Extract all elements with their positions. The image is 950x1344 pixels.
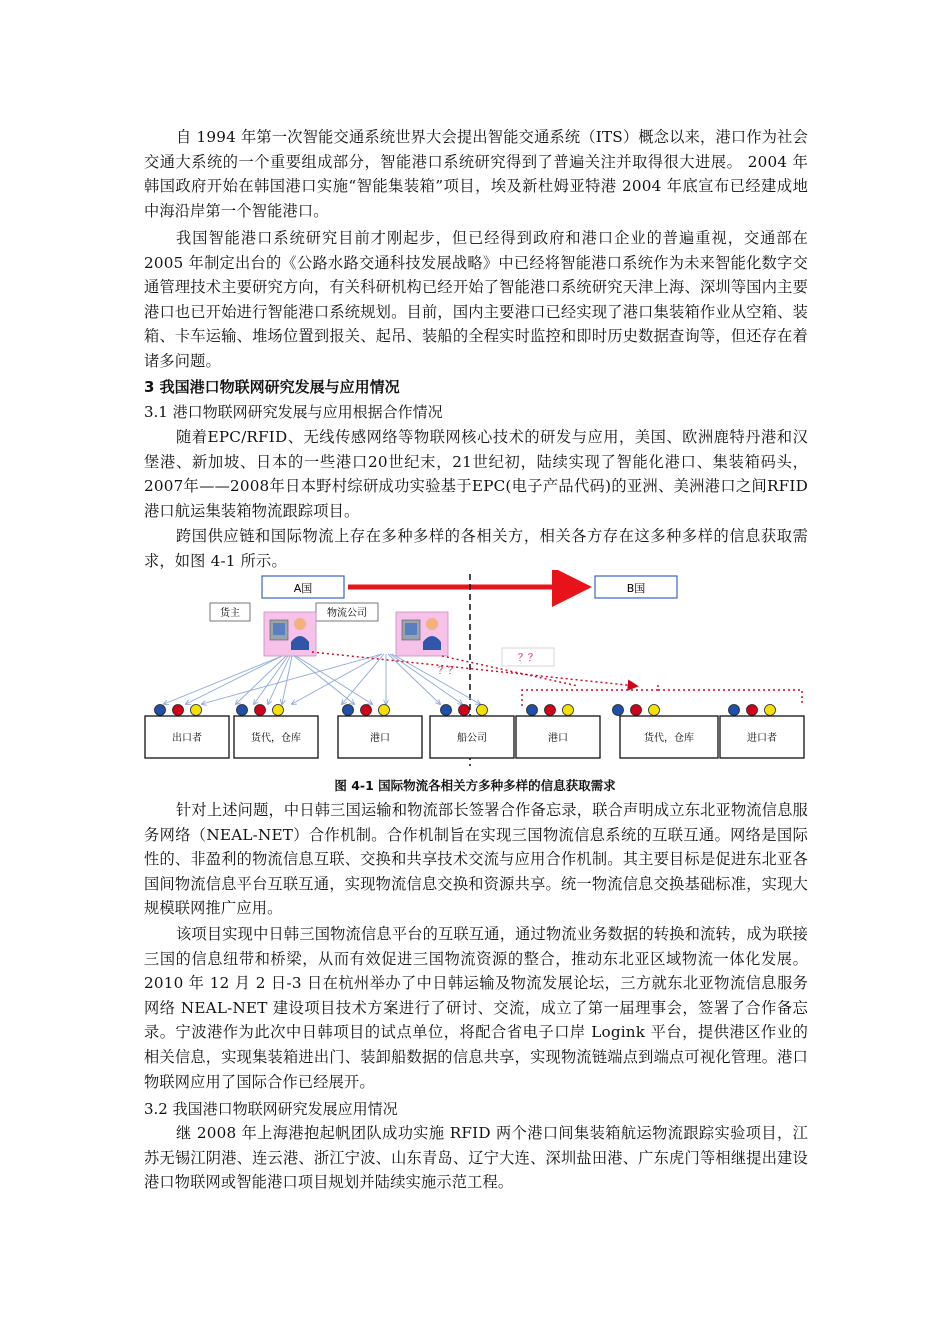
- country-a-label: A国: [293, 582, 313, 595]
- subsection-heading-3-1: 3.1 港口物联网研究发展与应用根据合作情况: [144, 403, 443, 421]
- logistics-company-label: 物流公司: [327, 608, 367, 619]
- paragraph-supply-chain: 跨国供应链和国际物流上存在多种多样的各相关方，相关各方存在这多种多样的信息获取需求，如图 4-1 所示。: [144, 527, 808, 570]
- unknown-info-label-2: ？？: [438, 666, 458, 677]
- paragraph-domestic-iot-ports: 继 2008 年上海港抱起帆团队成功实施 RFID 两个港口间集装箱航运物流跟踪实验项目，江苏无锡江阴港、连云港、浙江宁波、山东青岛、辽宁大连、深圳盐田港、广东虎门等相继提出建设港口物联网或智能港口项目规划并陆续实施示范工程。: [144, 1124, 808, 1192]
- section-heading-3: 3 我国港口物联网研究发展与应用情况: [144, 378, 400, 396]
- unknown-info-label-1: ？？: [518, 653, 538, 664]
- paragraph-domestic-smart-port: 我国智能港口系统研究目前才刚起步，但已经得到政府和港口企业的普遍重视，交通部在 2005 年制定出台的《公路水路交通科技发展战略》中已经将智能港口系统作为未来智能化数字交通管理技术主要研究方向，有关科研机构已经开始了智能港口系统研究天津上海、深圳等国内主要港口也已开始进行智能港口系统规划。目前，国内主要港口已经实现了港口集装箱作业从空箱、装箱、卡车运输、堆场位置到报关、起吊、装船的全程实时监控和即时历史数据查询等，但还存在着诸多问题。: [144, 229, 808, 370]
- information-request-lines: [164, 654, 480, 704]
- figure-4-1-diagram: [142, 570, 812, 770]
- paragraph-ningbo-pilot: 该项目实现中日韩三国物流信息平台的互联互通，通过物流业务数据的转换和流转，成为联接三国的信息纽带和桥梁，从而有效促进三国物流资源的整合，推动东北亚区域物流一体化发展。2010 年 12 月 2 日-3 日在杭州举办了中日韩运输及物流发展论坛，三方就东北亚物流信息服务网络 NEAL-NET 建设项目技术方案进行了研讨、交流，成立了第一届理事会，签署了合作备忘录。宁波港作为此次中日韩项目的试点单位，将配合省电子口岸 Logink 平台，提供港区作业的相关信息，实现集装箱进出门、装卸船数据的信息共享，实现物流链端点到端点可视化管理。港口物联网应用了国际合作已经展开。: [144, 925, 808, 1091]
- paragraph-neal-net: 针对上述问题，中日韩三国运输和物流部长签署合作备忘录，联合声明成立东北亚物流信息服务网络（NEAL-NET）合作机制。合作机制旨在实现三国物流信息系统的互联互通。网络是国际性的、非盈利的物流信息互联、交换和共享技术交流与应用合作机制。其主要目标是促进东北亚各国间物流信息平台互联互通，实现物流信息交换和资源共享。统一物流信息交换基础标准，实现大规模联网推广应用。: [144, 801, 808, 918]
- shipping-company-label: 船公司: [457, 733, 487, 744]
- forwarder-warehouse-label-a: 货代，仓库: [251, 733, 301, 744]
- port-label-b: 港口: [548, 733, 568, 744]
- stakeholder-row: [145, 716, 804, 758]
- figure-caption: 图 4-1 国际物流各相关方多种多样的信息获取需求: [334, 778, 616, 793]
- cross-border-request-lines: [312, 652, 802, 706]
- forwarder-warehouse-label-b: 货代，仓库: [644, 733, 694, 744]
- port-label-a: 港口: [370, 733, 390, 744]
- exporter-label: 出口者: [172, 733, 202, 744]
- cargo-owner-label: 货主: [220, 608, 240, 619]
- country-b-label: B国: [626, 582, 646, 595]
- logistics-company-person-icon: [396, 612, 448, 656]
- status-dot-triplets: [155, 705, 776, 716]
- cargo-owner-person-icon: [264, 612, 316, 656]
- paragraph-its-history: 自 1994 年第一次智能交通系统世界大会提出智能交通系统（ITS）概念以来，港口作为社会交通大系统的一个重要组成部分，智能港口系统研究得到了普遍关注并取得很大进展。 2004 年韩国政府开始在韩国港口实施“智能集装箱”项目，埃及新杜姆亚特港 2004 年底宣布已经建成地中海沿岸第一个智能港口。: [144, 128, 808, 220]
- subsection-heading-3-2: 3.2 我国港口物联网研究发展应用情况: [144, 1100, 398, 1118]
- importer-label: 进口者: [747, 733, 777, 744]
- paragraph-epc-rfid: 随着EPC/RFID、无线传感网络等物联网核心技术的研发与应用，美国、欧洲鹿特丹港和汉堡港、新加坡、日本的一些港口20世纪末，21世纪初，陆续实现了智能化港口、集装箱码头，2007年——2008年日本野村综研成功实验基于EPC(电子产品代码)的亚洲、美洲港口之间RFID港口航运集装箱物流跟踪项目。: [144, 428, 808, 520]
